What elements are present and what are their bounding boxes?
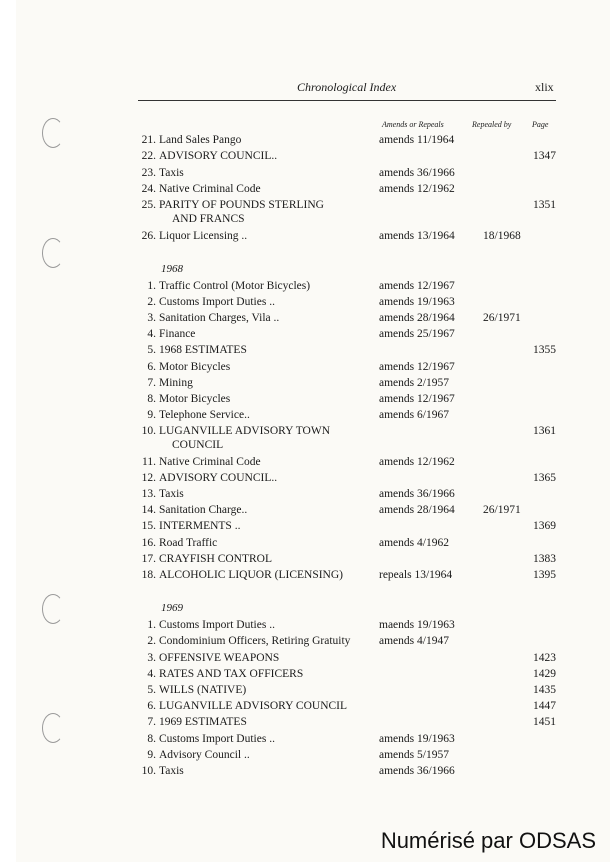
entry-number: 6. <box>147 361 156 373</box>
entry-number: 21. <box>141 134 156 146</box>
entry-title: Native Criminal Code <box>159 183 261 195</box>
entry-number: 18. <box>141 569 156 581</box>
index-entry <box>136 471 556 486</box>
entry-page: 1347 <box>533 150 556 162</box>
index-entry <box>136 618 556 633</box>
index-entry <box>136 311 556 326</box>
entry-amends: amends 12/1967 <box>379 393 455 405</box>
entry-title: 1968 ESTIMATES <box>159 344 247 356</box>
index-entry <box>136 683 556 698</box>
index-entry <box>136 568 556 583</box>
entry-page: 1369 <box>533 520 556 532</box>
entry-number: 13. <box>141 488 156 500</box>
entry-number: 10. <box>141 425 156 437</box>
entry-number: 26. <box>141 230 156 242</box>
entry-number: 4. <box>147 668 156 680</box>
entry-amends: amends 12/1962 <box>379 183 455 195</box>
index-entry <box>136 699 556 714</box>
binder-hole <box>42 118 64 148</box>
entry-amends: maends 19/1963 <box>379 619 455 631</box>
index-entry <box>136 360 556 375</box>
entry-title: PARITY OF POUNDS STERLING <box>159 199 324 211</box>
entry-title: Taxis <box>159 167 184 179</box>
index-entry <box>136 279 556 294</box>
entry-amends: amends 25/1967 <box>379 328 455 340</box>
index-entry <box>136 732 556 747</box>
entry-number: 23. <box>141 167 156 179</box>
entry-page: 1451 <box>533 716 556 728</box>
entry-title: INTERMENTS .. <box>159 520 241 532</box>
entry-number: 5. <box>147 344 156 356</box>
entry-title: Land Sales Pango <box>159 134 242 146</box>
entry-page: 1351 <box>533 199 556 211</box>
entry-amends: amends 2/1957 <box>379 377 449 389</box>
index-entry <box>136 487 556 502</box>
index-entry <box>136 327 556 342</box>
entry-number: 1. <box>147 619 156 631</box>
entry-amends: repeals 13/1964 <box>379 569 453 581</box>
binder-hole <box>42 238 64 268</box>
entry-title: Customs Import Duties .. <box>159 619 275 631</box>
index-entry <box>136 503 556 518</box>
digitization-watermark: Numérisé par ODSAS <box>380 828 596 853</box>
entry-amends: amends 36/1966 <box>379 765 455 777</box>
entry-number: 7. <box>147 377 156 389</box>
entry-number: 25. <box>141 199 156 211</box>
entry-amends: amends 5/1957 <box>379 749 449 761</box>
entry-title: Road Traffic <box>159 537 218 549</box>
index-entry <box>136 408 556 423</box>
entry-number: 11. <box>142 456 156 468</box>
entry-number: 8. <box>147 733 156 745</box>
year-heading: 1969 <box>161 602 183 614</box>
entry-amends: amends 36/1966 <box>379 488 455 500</box>
index-entry <box>136 376 556 391</box>
entry-title: Motor Bicycles <box>159 361 231 373</box>
entry-page: 1395 <box>533 569 556 581</box>
entry-title: RATES AND TAX OFFICERS <box>159 668 304 680</box>
entry-title: 1969 ESTIMATES <box>159 716 247 728</box>
entry-number: 6. <box>147 700 156 712</box>
entry-amends: amends 4/1947 <box>379 635 449 647</box>
entry-number: 16. <box>141 537 156 549</box>
entry-title: ALCOHOLIC LIQUOR (LICENSING) <box>159 569 343 581</box>
entry-title: Customs Import Duties .. <box>159 296 275 308</box>
index-entry <box>136 229 556 244</box>
entry-title: Native Criminal Code <box>159 456 261 468</box>
index-entry <box>136 133 556 148</box>
index-entry <box>136 149 556 164</box>
entry-number: 5. <box>147 684 156 696</box>
entry-number: 7. <box>147 716 156 728</box>
index-entry <box>136 667 556 682</box>
entry-title: OFFENSIVE WEAPONS <box>159 652 280 664</box>
index-entry <box>136 424 556 451</box>
entry-page: 1435 <box>533 684 556 696</box>
index-entry <box>136 392 556 407</box>
entry-number: 8. <box>147 393 156 405</box>
column-header-page: Page <box>532 120 549 129</box>
header-rule <box>138 100 556 101</box>
entry-number: 9. <box>147 409 156 421</box>
entry-title: WILLS (NATIVE) <box>159 684 247 696</box>
entry-number: 1. <box>147 280 156 292</box>
column-header-amends: Amends or Repeals <box>382 120 444 129</box>
entry-number: 15. <box>141 520 156 532</box>
entry-number: 4. <box>147 328 156 340</box>
entry-amends: amends 4/1962 <box>379 537 449 549</box>
entry-amends: amends 13/1964 <box>379 230 455 242</box>
index-entry <box>136 198 556 225</box>
entry-amends: amends 28/1964 <box>379 504 455 516</box>
entry-number: 2. <box>147 635 156 647</box>
index-entry <box>136 651 556 666</box>
entry-amends: amends 36/1966 <box>379 167 455 179</box>
running-header-page-numeral: xlix <box>535 80 554 94</box>
entry-title: Advisory Council .. <box>159 749 250 761</box>
entry-number: 3. <box>147 312 156 324</box>
entry-title: Traffic Control (Motor Bicycles) <box>159 280 311 292</box>
index-entry <box>136 536 556 551</box>
entry-number: 14. <box>141 504 156 516</box>
entry-amends: amends 19/1963 <box>379 733 455 745</box>
entry-title: Taxis <box>159 765 184 777</box>
entry-page: 1355 <box>533 344 556 356</box>
index-entry <box>136 295 556 310</box>
entry-amends: amends 12/1967 <box>379 280 455 292</box>
entry-amends: amends 19/1963 <box>379 296 455 308</box>
index-entry <box>136 519 556 534</box>
binder-hole <box>42 713 64 743</box>
index-entry <box>136 748 556 763</box>
entry-page: 1429 <box>533 668 556 680</box>
entry-page: 1447 <box>533 700 556 712</box>
index-entry <box>136 715 556 730</box>
index-entry <box>136 634 556 649</box>
column-header-repealed: Repealed by <box>472 120 512 129</box>
entry-title: LUGANVILLE ADVISORY TOWN <box>159 425 331 437</box>
entry-amends: amends 12/1967 <box>379 361 455 373</box>
entry-number: 3. <box>147 652 156 664</box>
entry-title: Liquor Licensing .. <box>159 230 248 242</box>
entry-title: Condominium Officers, Retiring Gratuity <box>159 635 351 647</box>
index-entry <box>136 455 556 470</box>
entry-number: 2. <box>147 296 156 308</box>
entry-number: 22. <box>141 150 156 162</box>
entry-title: Telephone Service.. <box>159 409 250 421</box>
entry-number: 12. <box>141 472 156 484</box>
entry-number: 17. <box>141 553 156 565</box>
entry-title: Sanitation Charges, Vila .. <box>159 312 280 324</box>
entry-page: 1383 <box>533 553 556 565</box>
entry-number: 9. <box>147 749 156 761</box>
entry-repealed-by: 26/1971 <box>483 312 521 324</box>
entry-title: LUGANVILLE ADVISORY COUNCIL <box>159 700 348 712</box>
year-heading: 1968 <box>161 263 183 275</box>
entry-title: CRAYFISH CONTROL <box>159 553 273 565</box>
entry-page: 1365 <box>533 472 556 484</box>
entry-title: Taxis <box>159 488 184 500</box>
entry-amends: amends 6/1967 <box>379 409 449 421</box>
entry-title: Finance <box>159 328 196 340</box>
entry-number: 10. <box>141 765 156 777</box>
entry-title: ADVISORY COUNCIL.. <box>159 472 278 484</box>
index-entry <box>136 552 556 567</box>
entry-amends: amends 12/1962 <box>379 456 455 468</box>
index-entry <box>136 166 556 181</box>
entry-page: 1361 <box>533 425 556 437</box>
entry-amends: amends 28/1964 <box>379 312 455 324</box>
entry-amends: amends 11/1964 <box>379 134 455 146</box>
index-entry <box>136 182 556 197</box>
entry-title-continued: AND FRANCS <box>172 213 245 225</box>
index-entry <box>136 764 556 779</box>
entry-number: 24. <box>141 183 156 195</box>
entry-title-continued: COUNCIL <box>172 439 224 451</box>
entry-title: Customs Import Duties .. <box>159 733 275 745</box>
binder-hole <box>42 594 64 624</box>
entry-title: Mining <box>159 377 193 389</box>
running-header-title: Chronological Index <box>297 80 397 94</box>
index-entry <box>136 343 556 358</box>
entry-title: ADVISORY COUNCIL.. <box>159 150 278 162</box>
entry-repealed-by: 18/1968 <box>483 230 521 242</box>
entry-page: 1423 <box>533 652 556 664</box>
entry-title: Sanitation Charge.. <box>159 504 248 516</box>
entry-title: Motor Bicycles <box>159 393 231 405</box>
entry-repealed-by: 26/1971 <box>483 504 521 516</box>
